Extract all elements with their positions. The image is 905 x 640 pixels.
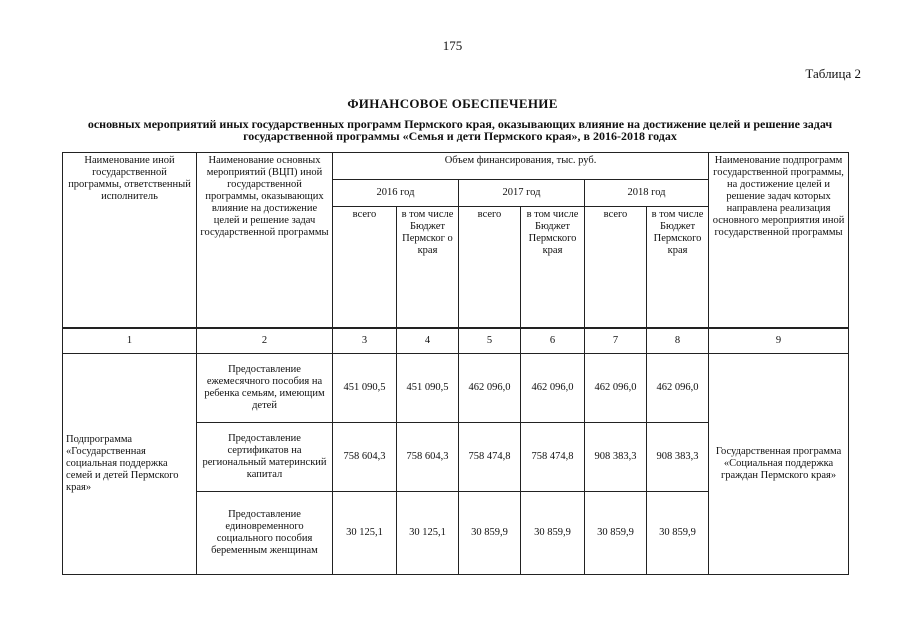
value-cell: 908 383,3 xyxy=(585,423,647,492)
value-cell: 30 125,1 xyxy=(333,492,397,575)
table-label: Таблица 2 xyxy=(805,66,861,81)
header-col2: Наименование основных мероприятий (ВЦП) иной государственной программы, оказывающих влияние на достижение целей и решение задач государственной программы xyxy=(197,153,333,329)
column-number: 3 xyxy=(333,328,397,354)
value-cell: 451 090,5 xyxy=(397,354,459,423)
value-cell: 758 604,3 xyxy=(397,423,459,492)
value-cell: 758 474,8 xyxy=(459,423,521,492)
column-number: 1 xyxy=(63,328,197,354)
header-budget-2018: в том числе Бюджет Пермского края xyxy=(647,207,709,329)
value-cell: 758 604,3 xyxy=(333,423,397,492)
column-number: 4 xyxy=(397,328,459,354)
measure-cell: Предоставление сертификатов на региональный материнский капитал xyxy=(197,423,333,492)
document-title: ФИНАНСОВОЕ ОБЕСПЕЧЕНИЕ xyxy=(347,96,558,111)
subprogram-cell: Подпрограмма «Государственная социальная поддержка семей и детей Пермского края» xyxy=(63,354,197,575)
value-cell: 451 090,5 xyxy=(333,354,397,423)
value-cell: 908 383,3 xyxy=(647,423,709,492)
table-row xyxy=(63,354,849,423)
column-number: 5 xyxy=(459,328,521,354)
column-number: 8 xyxy=(647,328,709,354)
value-cell: 30 859,9 xyxy=(647,492,709,575)
document-subtitle: основных мероприятий иных государственных программ Пермского края, оказывающих влияние на достижение целей и решение задач государственной программы «Семья и дети Пермского края», в 2016-2018 годах xyxy=(87,117,833,143)
column-number: 6 xyxy=(521,328,585,354)
header-total-2016: всего xyxy=(333,207,397,329)
header-col9: Наименование подпрограмм государственной программы, на достижение целей и решение задач которых направлена реализация основного мероприятия иной государственной программы xyxy=(709,153,849,329)
header-funding: Объем финансирования, тыс. руб. xyxy=(333,153,709,180)
header-year-2016: 2016 год xyxy=(333,180,459,207)
column-number: 9 xyxy=(709,328,849,354)
target-program-cell: Государственная программа «Социальная поддержка граждан Пермского края» xyxy=(709,354,849,575)
value-cell: 30 125,1 xyxy=(397,492,459,575)
column-number: 7 xyxy=(585,328,647,354)
value-cell: 462 096,0 xyxy=(459,354,521,423)
value-cell: 758 474,8 xyxy=(521,423,585,492)
value-cell: 462 096,0 xyxy=(521,354,585,423)
header-col1: Наименование иной государственной программы, ответственный исполнитель xyxy=(63,153,197,329)
header-year-2017: 2017 год xyxy=(459,180,585,207)
value-cell: 30 859,9 xyxy=(459,492,521,575)
header-budget-2017: в том числе Бюджет Пермского края xyxy=(521,207,585,329)
value-cell: 30 859,9 xyxy=(521,492,585,575)
value-cell: 462 096,0 xyxy=(647,354,709,423)
header-year-2018: 2018 год xyxy=(585,180,709,207)
column-number: 2 xyxy=(197,328,333,354)
financing-table xyxy=(62,152,849,575)
header-total-2017: всего xyxy=(459,207,521,329)
measure-cell: Предоставление ежемесячного пособия на ребенка семьям, имеющим детей xyxy=(197,354,333,423)
measure-cell: Предоставление единовременного социального пособия беременным женщинам xyxy=(197,492,333,575)
header-total-2018: всего xyxy=(585,207,647,329)
header-budget-2016: в том числе Бюджет Пермског о края xyxy=(397,207,459,329)
page-number: 175 xyxy=(442,38,463,53)
value-cell: 30 859,9 xyxy=(585,492,647,575)
value-cell: 462 096,0 xyxy=(585,354,647,423)
